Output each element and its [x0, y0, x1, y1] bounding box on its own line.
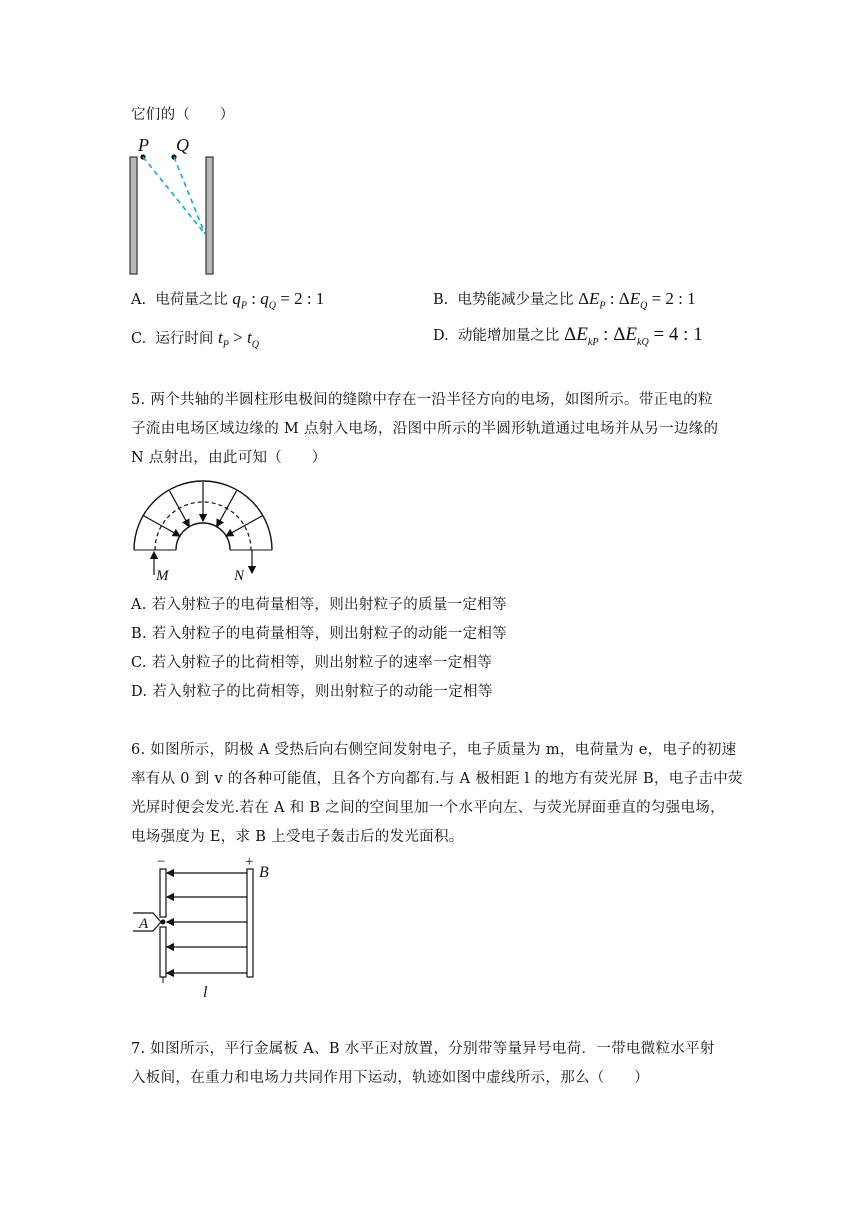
q7-stem-line-1: 7. 如图所示，平行金属板 A、B 水平正对放置，分别带等量异号电荷．一带电微粒水平射: [131, 1041, 715, 1057]
plate-b: [247, 869, 253, 977]
q5-figure: [128, 476, 278, 584]
q5-option-d[interactable]: D. 若入射粒子的比荷相等，则出射粒子的动能一定相等: [131, 684, 493, 700]
inner-electrode: [176, 523, 230, 550]
q5-stem-line-3: N 点射出，由此可知（ ）: [131, 450, 327, 466]
label-n: N: [234, 568, 245, 584]
q4-stem-tail: 它们的（ ）: [131, 107, 235, 123]
q4-option-b[interactable]: [433, 288, 696, 311]
q5-option-c[interactable]: C. 若入射粒子的比荷相等，则出射粒子的速率一定相等: [131, 655, 493, 671]
option-math: $t_P > t_Q$: [218, 328, 259, 351]
q5-option-a[interactable]: A. 若入射粒子的电荷量相等，则出射粒子的质量一定相等: [131, 597, 507, 613]
label-a: A: [139, 916, 149, 932]
label-l: l: [203, 984, 208, 1001]
q4-option-d[interactable]: [433, 324, 703, 348]
plate-a-upper: [160, 869, 166, 917]
option-text: 运行时间: [155, 331, 214, 347]
option-text: 电荷量之比: [155, 292, 228, 308]
q6-stem-line-4: 电场强度为 E，求 B 上受电子轰击后的发光面积。: [131, 829, 464, 845]
q4-figure: [126, 136, 221, 278]
q6-stem-line-3: 光屏时便会发光.若在 A 和 B 之间的空间里加一个水平向左、与荧光屏面垂直的匀强电场，: [131, 800, 725, 816]
q5-option-b[interactable]: B. 若入射粒子的电荷量相等，则出射粒子的动能一定相等: [131, 626, 507, 642]
option-text: 动能增加量之比: [457, 328, 560, 344]
trajectory-q: [174, 157, 205, 234]
q6-figure: [131, 855, 281, 1000]
q5-stem-line-1: 5. 两个共轴的半圆柱形电极间的缝隙中存在一沿半径方向的电场，如图所示。带正电的粒: [131, 392, 713, 408]
q7-stem-line-2: 入板间，在重力和电场力共同作用下运动，轨迹如图中虚线所示，那么（ ）: [131, 1070, 649, 1086]
option-text: 电势能减少量之比: [457, 292, 574, 308]
label-m: M: [156, 568, 169, 584]
option-letter: C.: [131, 331, 147, 347]
minus-sign: −: [157, 854, 166, 870]
q4-option-c[interactable]: [131, 327, 259, 350]
plate-a-lower: [160, 927, 166, 977]
label-p: P: [138, 135, 149, 155]
left-plate: [130, 157, 137, 274]
option-letter: B.: [433, 292, 449, 308]
q6-stem-line-2: 率有从 0 到 v 的各种可能值，且各个方向都有.与 A 极相距 l 的地方有荧光屏 B，电子击中荧: [131, 771, 743, 787]
q4-option-a[interactable]: [131, 288, 324, 311]
option-math: $\Delta E_P$ : $\Delta E_Q = 2$ : 1: [578, 289, 696, 312]
right-plate: [206, 157, 213, 274]
option-letter: D.: [433, 328, 449, 344]
option-letter: A.: [131, 292, 147, 308]
option-math: $q_P$ : $q_Q = 2$ : 1: [232, 289, 325, 312]
q6-stem-line-1: 6. 如图所示，阴极 A 受热后向右侧空间发射电子，电子质量为 m，电荷量为 e，电子的初速: [131, 742, 737, 758]
label-q: Q: [176, 135, 189, 155]
trajectory-p: [143, 157, 205, 234]
q5-stem-line-2: 子流由电场区域边缘的 M 点射入电场，沿图中所示的半圆形轨道通过电场并从另一边缘的: [131, 421, 719, 437]
plus-sign: +: [245, 854, 254, 870]
option-math: $\Delta E_{kP}$ : $\Delta E_{kQ} = 4$ : 1: [564, 324, 703, 348]
label-b: B: [259, 864, 269, 881]
